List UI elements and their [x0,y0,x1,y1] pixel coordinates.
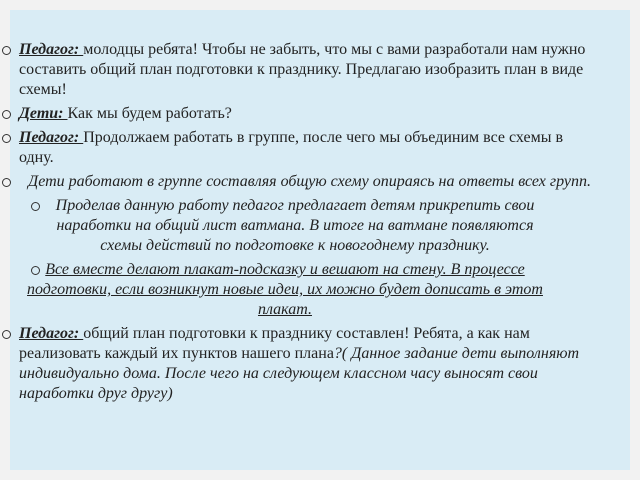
activity-text: Дети работают в группе составляя общую схему опираясь на ответы всех групп. [28,173,591,190]
subitem-text: Все вместе делают плакат-подсказку и вешают на стену. В процессе подготовки, если возникнут новые идеи, их можно будет дописать в этот плакат. [27,261,543,318]
subitem-whatman [0,196,600,256]
homework-note: ?( Данное задание дети выполняют индивидуально дома. После чего на следующем классном часу выносят свои наработки друг другу) [19,345,580,402]
subitem-text: Проделав данную работу педагог предлагает детям прикрепить свои наработки на общий лист ватмана. В итоге на ватмане появляются схемы действий по подготовке к новогоднему празднику. [55,197,535,254]
dialogue-text: общий план подготовки к празднику составлен! Ребята, а как нам реализовать каждый их пунктов нашего плана [19,325,530,362]
bullet-icon [2,178,11,187]
dialogue-item-children [0,104,600,124]
bullet-icon [2,134,11,143]
bullet-icon [31,266,40,275]
activity-description [0,172,600,192]
dialogue-text: молодцы ребята! Чтобы не забыть, что мы с вами разработали нам нужно составить общий план подготовки к празднику. Предлагаю изобразить план в виде схемы! [19,41,586,98]
bullet-icon [2,110,11,119]
bullet-icon [2,46,11,55]
dialogue-item-teacher-2 [0,128,600,168]
speaker-label: Педагог: [19,325,84,342]
speaker-label: Педагог: [19,129,84,146]
dialogue-text: Как мы будем работать? [67,105,232,122]
speaker-label: Педагог: [19,41,84,58]
dialogue-item-teacher-1 [0,40,600,100]
speaker-label: Дети: [19,105,68,122]
subitem-poster [0,260,600,320]
bullet-icon [31,202,40,211]
slide-content [0,40,600,408]
dialogue-text: Продолжаем работать в группе, после чего мы объединим все схемы в одну. [19,129,564,166]
bullet-icon [2,330,11,339]
dialogue-item-teacher-final [0,324,600,404]
